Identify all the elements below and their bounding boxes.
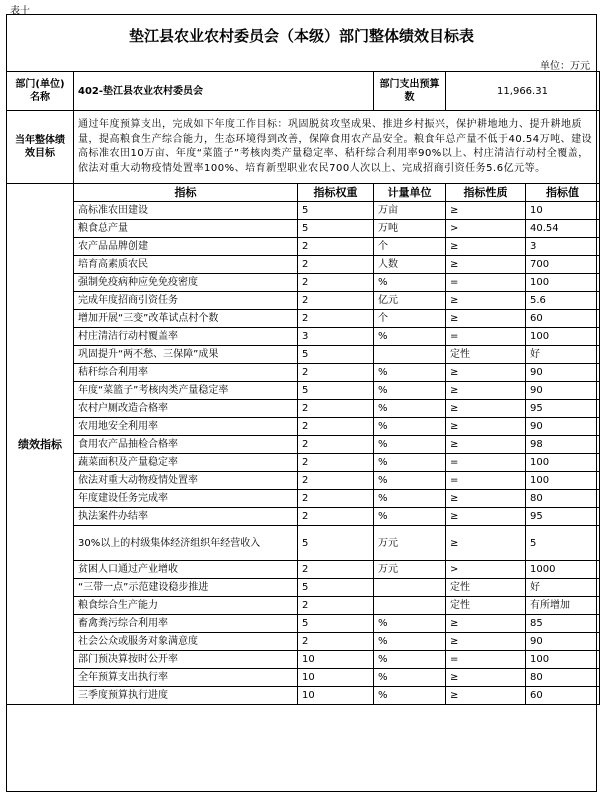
header-nature: 指标性质 bbox=[446, 184, 526, 202]
indicator-nature: ≥ bbox=[446, 364, 526, 382]
indicator-weight: 2 bbox=[298, 508, 374, 526]
dept-name: 402-垫江县农业农村委员会 bbox=[74, 72, 374, 111]
indicator-weight: 2 bbox=[298, 597, 374, 615]
indicator-name: 食用农产品抽检合格率 bbox=[74, 436, 298, 454]
indicator-name: 粮食综合生产能力 bbox=[74, 597, 298, 615]
indicator-name: 农村户厕改造合格率 bbox=[74, 400, 298, 418]
indicator-value: 90 bbox=[526, 364, 600, 382]
indicator-nature: ≥ bbox=[446, 238, 526, 256]
indicator-unit: 个 bbox=[374, 310, 446, 328]
table-row bbox=[7, 651, 600, 669]
table-row bbox=[7, 220, 600, 238]
indicator-name: 年度“菜篮子”考核肉类产量稳定率 bbox=[74, 382, 298, 400]
indicator-weight: 2 bbox=[298, 454, 374, 472]
indicator-unit: % bbox=[374, 400, 446, 418]
indicator-section-label: 绩效指标 bbox=[7, 184, 74, 705]
indicator-weight: 3 bbox=[298, 328, 374, 346]
indicator-value: 700 bbox=[526, 256, 600, 274]
indicator-name: 畜禽粪污综合利用率 bbox=[74, 615, 298, 633]
indicator-nature: ≥ bbox=[446, 490, 526, 508]
indicator-weight: 5 bbox=[298, 579, 374, 597]
indicator-unit: % bbox=[374, 274, 446, 292]
indicator-unit: 个 bbox=[374, 238, 446, 256]
indicator-weight: 5 bbox=[298, 615, 374, 633]
table-row bbox=[7, 382, 600, 400]
goal-label: 当年整体绩效目标 bbox=[7, 111, 74, 184]
indicator-name: 农产品品牌创建 bbox=[74, 238, 298, 256]
indicator-unit: % bbox=[374, 508, 446, 526]
page-title: 垫江县农业农村委员会（本级）部门整体绩效目标表 bbox=[128, 27, 474, 45]
indicator-nature: 定性 bbox=[446, 346, 526, 364]
indicator-unit bbox=[374, 579, 446, 597]
indicator-unit: % bbox=[374, 651, 446, 669]
indicator-value: 3 bbox=[526, 238, 600, 256]
indicator-name: “三带一点”示范建设稳步推进 bbox=[74, 579, 298, 597]
indicator-value: 好 bbox=[526, 579, 600, 597]
indicator-nature: ≥ bbox=[446, 418, 526, 436]
indicator-value: 80 bbox=[526, 669, 600, 687]
indicator-value: 95 bbox=[526, 400, 600, 418]
indicator-value: 90 bbox=[526, 382, 600, 400]
unit-label: 单位：万元 bbox=[540, 61, 590, 72]
indicator-weight: 5 bbox=[298, 202, 374, 220]
indicator-unit: 人数 bbox=[374, 256, 446, 274]
indicator-value: 98 bbox=[526, 436, 600, 454]
indicator-value: 有所增加 bbox=[526, 597, 600, 615]
indicator-unit: % bbox=[374, 615, 446, 633]
table-row bbox=[7, 400, 600, 418]
indicator-weight: 2 bbox=[298, 310, 374, 328]
indicator-value: 5 bbox=[526, 526, 600, 561]
indicator-weight: 5 bbox=[298, 526, 374, 561]
budget-value: 11,966.31 bbox=[446, 72, 600, 111]
indicator-weight: 2 bbox=[298, 418, 374, 436]
indicator-unit: % bbox=[374, 687, 446, 705]
indicator-unit: 万吨 bbox=[374, 220, 446, 238]
indicator-value: 90 bbox=[526, 633, 600, 651]
indicator-unit bbox=[374, 597, 446, 615]
table-row bbox=[7, 418, 600, 436]
table-row bbox=[7, 687, 600, 705]
indicator-nature: ≥ bbox=[446, 256, 526, 274]
header-weight: 指标权重 bbox=[298, 184, 374, 202]
table-row bbox=[7, 292, 600, 310]
indicator-value: 85 bbox=[526, 615, 600, 633]
indicator-nature: 定性 bbox=[446, 597, 526, 615]
indicator-unit: % bbox=[374, 328, 446, 346]
indicator-nature: ≥ bbox=[446, 615, 526, 633]
header-row bbox=[7, 184, 600, 202]
indicator-nature: 定性 bbox=[446, 579, 526, 597]
budget-label: 部门支出预算数 bbox=[374, 72, 446, 111]
indicator-unit: 亿元 bbox=[374, 292, 446, 310]
table-row bbox=[7, 579, 600, 597]
indicator-nature: ≥ bbox=[446, 508, 526, 526]
table-row bbox=[7, 490, 600, 508]
indicator-name: 培育高素质农民 bbox=[74, 256, 298, 274]
table-row bbox=[7, 508, 600, 526]
indicator-nature: ≥ bbox=[446, 382, 526, 400]
indicator-value: 10 bbox=[526, 202, 600, 220]
indicator-nature: ≥ bbox=[446, 687, 526, 705]
indicator-nature: = bbox=[446, 328, 526, 346]
indicator-name: 巩固提升“两不愁、三保障”成果 bbox=[74, 346, 298, 364]
indicator-value: 100 bbox=[526, 454, 600, 472]
indicator-weight: 10 bbox=[298, 669, 374, 687]
indicator-weight: 5 bbox=[298, 382, 374, 400]
indicator-nature: ≥ bbox=[446, 669, 526, 687]
indicator-value: 40.54 bbox=[526, 220, 600, 238]
indicator-weight: 2 bbox=[298, 238, 374, 256]
indicator-nature: ≥ bbox=[446, 436, 526, 454]
table-row bbox=[7, 633, 600, 651]
header-indicator: 指标 bbox=[74, 184, 298, 202]
indicator-name: 高标准农田建设 bbox=[74, 202, 298, 220]
header-value: 指标值 bbox=[526, 184, 600, 202]
indicator-weight: 2 bbox=[298, 490, 374, 508]
indicator-unit: % bbox=[374, 418, 446, 436]
indicator-nature: > bbox=[446, 220, 526, 238]
indicator-weight: 2 bbox=[298, 400, 374, 418]
table-row bbox=[7, 454, 600, 472]
indicator-weight: 5 bbox=[298, 346, 374, 364]
indicator-value: 95 bbox=[526, 508, 600, 526]
indicator-weight: 2 bbox=[298, 364, 374, 382]
indicator-name: 贫困人口通过产业增收 bbox=[74, 561, 298, 579]
indicator-unit: % bbox=[374, 490, 446, 508]
indicator-weight: 10 bbox=[298, 651, 374, 669]
indicator-name: 农用地安全利用率 bbox=[74, 418, 298, 436]
indicator-unit: % bbox=[374, 633, 446, 651]
table-row bbox=[7, 669, 600, 687]
indicator-weight: 2 bbox=[298, 633, 374, 651]
indicator-nature: ≥ bbox=[446, 292, 526, 310]
table-frame bbox=[6, 14, 597, 792]
indicator-name: 蔬菜面积及产量稳定率 bbox=[74, 454, 298, 472]
indicator-value: 100 bbox=[526, 472, 600, 490]
indicator-name: 执法案件办结率 bbox=[74, 508, 298, 526]
indicator-weight: 5 bbox=[298, 220, 374, 238]
indicator-weight: 2 bbox=[298, 256, 374, 274]
dept-row bbox=[7, 72, 600, 111]
indicator-name: 完成年度招商引资任务 bbox=[74, 292, 298, 310]
indicator-value: 60 bbox=[526, 310, 600, 328]
table-row bbox=[7, 310, 600, 328]
indicator-weight: 10 bbox=[298, 687, 374, 705]
indicator-nature: > bbox=[446, 561, 526, 579]
indicator-name: 强制免疫病种应免免疫密度 bbox=[74, 274, 298, 292]
table-row bbox=[7, 436, 600, 454]
indicator-value: 100 bbox=[526, 651, 600, 669]
indicator-value: 80 bbox=[526, 490, 600, 508]
indicator-nature: = bbox=[446, 651, 526, 669]
indicator-unit: % bbox=[374, 454, 446, 472]
indicator-name: 村庄清洁行动村覆盖率 bbox=[74, 328, 298, 346]
goal-row bbox=[7, 111, 600, 184]
indicator-weight: 2 bbox=[298, 561, 374, 579]
indicator-name: 30%以上的村级集体经济组织年经营收入 bbox=[74, 526, 298, 561]
header-unit: 计量单位 bbox=[374, 184, 446, 202]
table-row bbox=[7, 364, 600, 382]
indicator-unit: 万元 bbox=[374, 526, 446, 561]
indicator-unit: % bbox=[374, 472, 446, 490]
table-row bbox=[7, 526, 600, 561]
table-row bbox=[7, 202, 600, 220]
dept-label: 部门(单位)名称 bbox=[7, 72, 74, 111]
indicator-weight: 2 bbox=[298, 436, 374, 454]
indicator-value: 100 bbox=[526, 274, 600, 292]
indicator-value: 100 bbox=[526, 328, 600, 346]
indicator-nature: = bbox=[446, 454, 526, 472]
table-row bbox=[7, 561, 600, 579]
indicator-nature: = bbox=[446, 472, 526, 490]
indicator-name: 年度建设任务完成率 bbox=[74, 490, 298, 508]
indicator-value: 60 bbox=[526, 687, 600, 705]
indicator-unit bbox=[374, 346, 446, 364]
sheet-tag: 表十 bbox=[10, 6, 30, 17]
table-row bbox=[7, 597, 600, 615]
indicator-value: 90 bbox=[526, 418, 600, 436]
performance-table bbox=[6, 71, 600, 705]
goal-text: 通过年度预算支出，完成如下年度工作目标：巩固脱贫攻坚成果、推进乡村振兴，保护耕地地力、提升耕地质量，提高粮食生产综合能力，生态环境得到改善，保障食用农产品安全。粮食年总产量不低于40.54万吨、建设高标准农田10万亩、年度“菜篮子”考核肉类产量稳定率、秸秆综合利用率90%以上、村庄清洁行动村全覆盖，依法对重大动物疫情处置率100%、培育新型职业农民700人次以上、完成招商引资任务5.6亿元等。 bbox=[74, 111, 600, 184]
indicator-weight: 2 bbox=[298, 292, 374, 310]
table-row bbox=[7, 615, 600, 633]
indicator-unit: % bbox=[374, 382, 446, 400]
table-row bbox=[7, 256, 600, 274]
indicator-weight: 2 bbox=[298, 274, 374, 292]
indicator-weight: 2 bbox=[298, 472, 374, 490]
indicator-value: 5.6 bbox=[526, 292, 600, 310]
indicator-name: 粮食总产量 bbox=[74, 220, 298, 238]
indicator-nature: ≥ bbox=[446, 202, 526, 220]
indicator-unit: 万亩 bbox=[374, 202, 446, 220]
indicator-unit: 万元 bbox=[374, 561, 446, 579]
indicator-unit: % bbox=[374, 436, 446, 454]
indicator-name: 部门预决算按时公开率 bbox=[74, 651, 298, 669]
indicator-unit: % bbox=[374, 364, 446, 382]
table-row bbox=[7, 472, 600, 490]
indicator-name: 社会公众或服务对象满意度 bbox=[74, 633, 298, 651]
indicator-nature: ≥ bbox=[446, 310, 526, 328]
indicator-name: 三季度预算执行进度 bbox=[74, 687, 298, 705]
indicator-value: 好 bbox=[526, 346, 600, 364]
table-row bbox=[7, 328, 600, 346]
indicator-nature: ≥ bbox=[446, 526, 526, 561]
table-row bbox=[7, 238, 600, 256]
table-row bbox=[7, 346, 600, 364]
indicator-unit: % bbox=[374, 669, 446, 687]
indicator-nature: = bbox=[446, 274, 526, 292]
indicator-value: 1000 bbox=[526, 561, 600, 579]
indicator-name: 依法对重大动物疫情处置率 bbox=[74, 472, 298, 490]
indicator-name: 全年预算支出执行率 bbox=[74, 669, 298, 687]
indicator-nature: ≥ bbox=[446, 400, 526, 418]
indicator-nature: ≥ bbox=[446, 633, 526, 651]
indicator-name: 增加开展“三变”改革试点村个数 bbox=[74, 310, 298, 328]
indicator-name: 秸秆综合利用率 bbox=[74, 364, 298, 382]
table-row bbox=[7, 274, 600, 292]
